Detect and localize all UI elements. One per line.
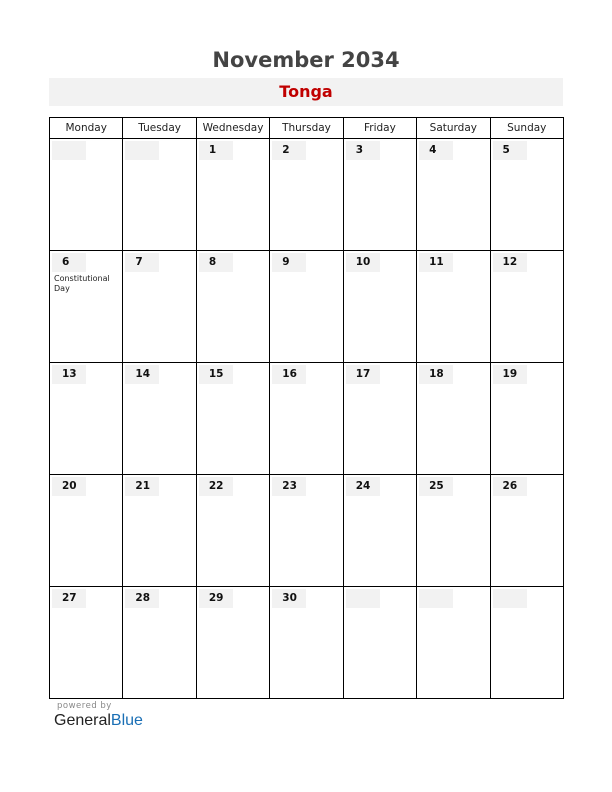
weekday-header: Monday (50, 118, 123, 139)
day-cell (50, 139, 123, 251)
country-name: Tonga (279, 82, 333, 101)
day-cell (123, 139, 196, 251)
day-cell (417, 587, 490, 699)
day-cell (123, 363, 196, 475)
day-cell (270, 251, 343, 363)
day-number: 19 (493, 365, 527, 384)
day-cell (50, 587, 123, 699)
day-cell (270, 363, 343, 475)
day-number: 23 (272, 477, 306, 496)
day-cell (196, 251, 269, 363)
week-row (50, 475, 564, 587)
day-number: 4 (419, 141, 453, 160)
day-number: 21 (125, 477, 159, 496)
day-cell (343, 251, 416, 363)
day-number: 30 (272, 589, 306, 608)
day-cell (270, 139, 343, 251)
weekday-header: Saturday (417, 118, 490, 139)
day-number: 25 (419, 477, 453, 496)
week-row (50, 139, 564, 251)
day-number: 14 (125, 365, 159, 384)
day-number: 13 (52, 365, 86, 384)
weekday-header: Thursday (270, 118, 343, 139)
day-cell (270, 587, 343, 699)
day-cell (50, 475, 123, 587)
day-number: 26 (493, 477, 527, 496)
day-number: 11 (419, 253, 453, 272)
day-cell (196, 587, 269, 699)
day-number: 12 (493, 253, 527, 272)
calendar-title: November 2034 (212, 48, 400, 72)
day-cell (343, 475, 416, 587)
day-cell (123, 251, 196, 363)
day-number: 28 (125, 589, 159, 608)
generalblue-logo (54, 712, 143, 730)
day-number: 17 (346, 365, 380, 384)
day-number: 6 (52, 253, 86, 272)
day-cell (490, 587, 563, 699)
day-cell (417, 251, 490, 363)
calendar-grid (49, 117, 564, 699)
day-cell (490, 475, 563, 587)
day-cell (490, 363, 563, 475)
day-number: 24 (346, 477, 380, 496)
day-cell (50, 251, 123, 363)
day-cell (196, 475, 269, 587)
day-cell (417, 475, 490, 587)
day-cell (123, 587, 196, 699)
weekday-header: Friday (343, 118, 416, 139)
day-cell (490, 139, 563, 251)
day-number: 7 (125, 253, 159, 272)
day-cell (343, 587, 416, 699)
weekday-header: Sunday (490, 118, 563, 139)
country-banner (49, 78, 563, 106)
day-cell (50, 363, 123, 475)
day-number: 27 (52, 589, 86, 608)
day-number: 16 (272, 365, 306, 384)
day-number: 5 (493, 141, 527, 160)
day-number (52, 141, 86, 160)
day-number: 22 (199, 477, 233, 496)
day-number: 18 (419, 365, 453, 384)
day-number: 15 (199, 365, 233, 384)
weekday-header-row (50, 118, 564, 139)
day-number (493, 589, 527, 608)
day-number: 8 (199, 253, 233, 272)
week-row (50, 251, 564, 363)
day-cell (417, 363, 490, 475)
day-number: 20 (52, 477, 86, 496)
day-cell (123, 475, 196, 587)
day-cell (196, 139, 269, 251)
powered-by-label: powered by (57, 701, 112, 711)
brand-blue: Blue (110, 712, 143, 729)
day-number: 9 (272, 253, 306, 272)
holiday-label: Constitutional Day (54, 274, 110, 293)
day-number (346, 589, 380, 608)
day-number: 2 (272, 141, 306, 160)
brand-general: General (54, 712, 111, 729)
day-number (125, 141, 159, 160)
day-number: 1 (199, 141, 233, 160)
day-cell (196, 363, 269, 475)
day-cell (417, 139, 490, 251)
day-cell (343, 139, 416, 251)
day-cell (490, 251, 563, 363)
day-number (419, 589, 453, 608)
day-number: 3 (346, 141, 380, 160)
day-number: 10 (346, 253, 380, 272)
day-number: 29 (199, 589, 233, 608)
week-row (50, 587, 564, 699)
week-row (50, 363, 564, 475)
weekday-header: Wednesday (196, 118, 269, 139)
day-cell (270, 475, 343, 587)
weekday-header: Tuesday (123, 118, 196, 139)
day-cell (343, 363, 416, 475)
